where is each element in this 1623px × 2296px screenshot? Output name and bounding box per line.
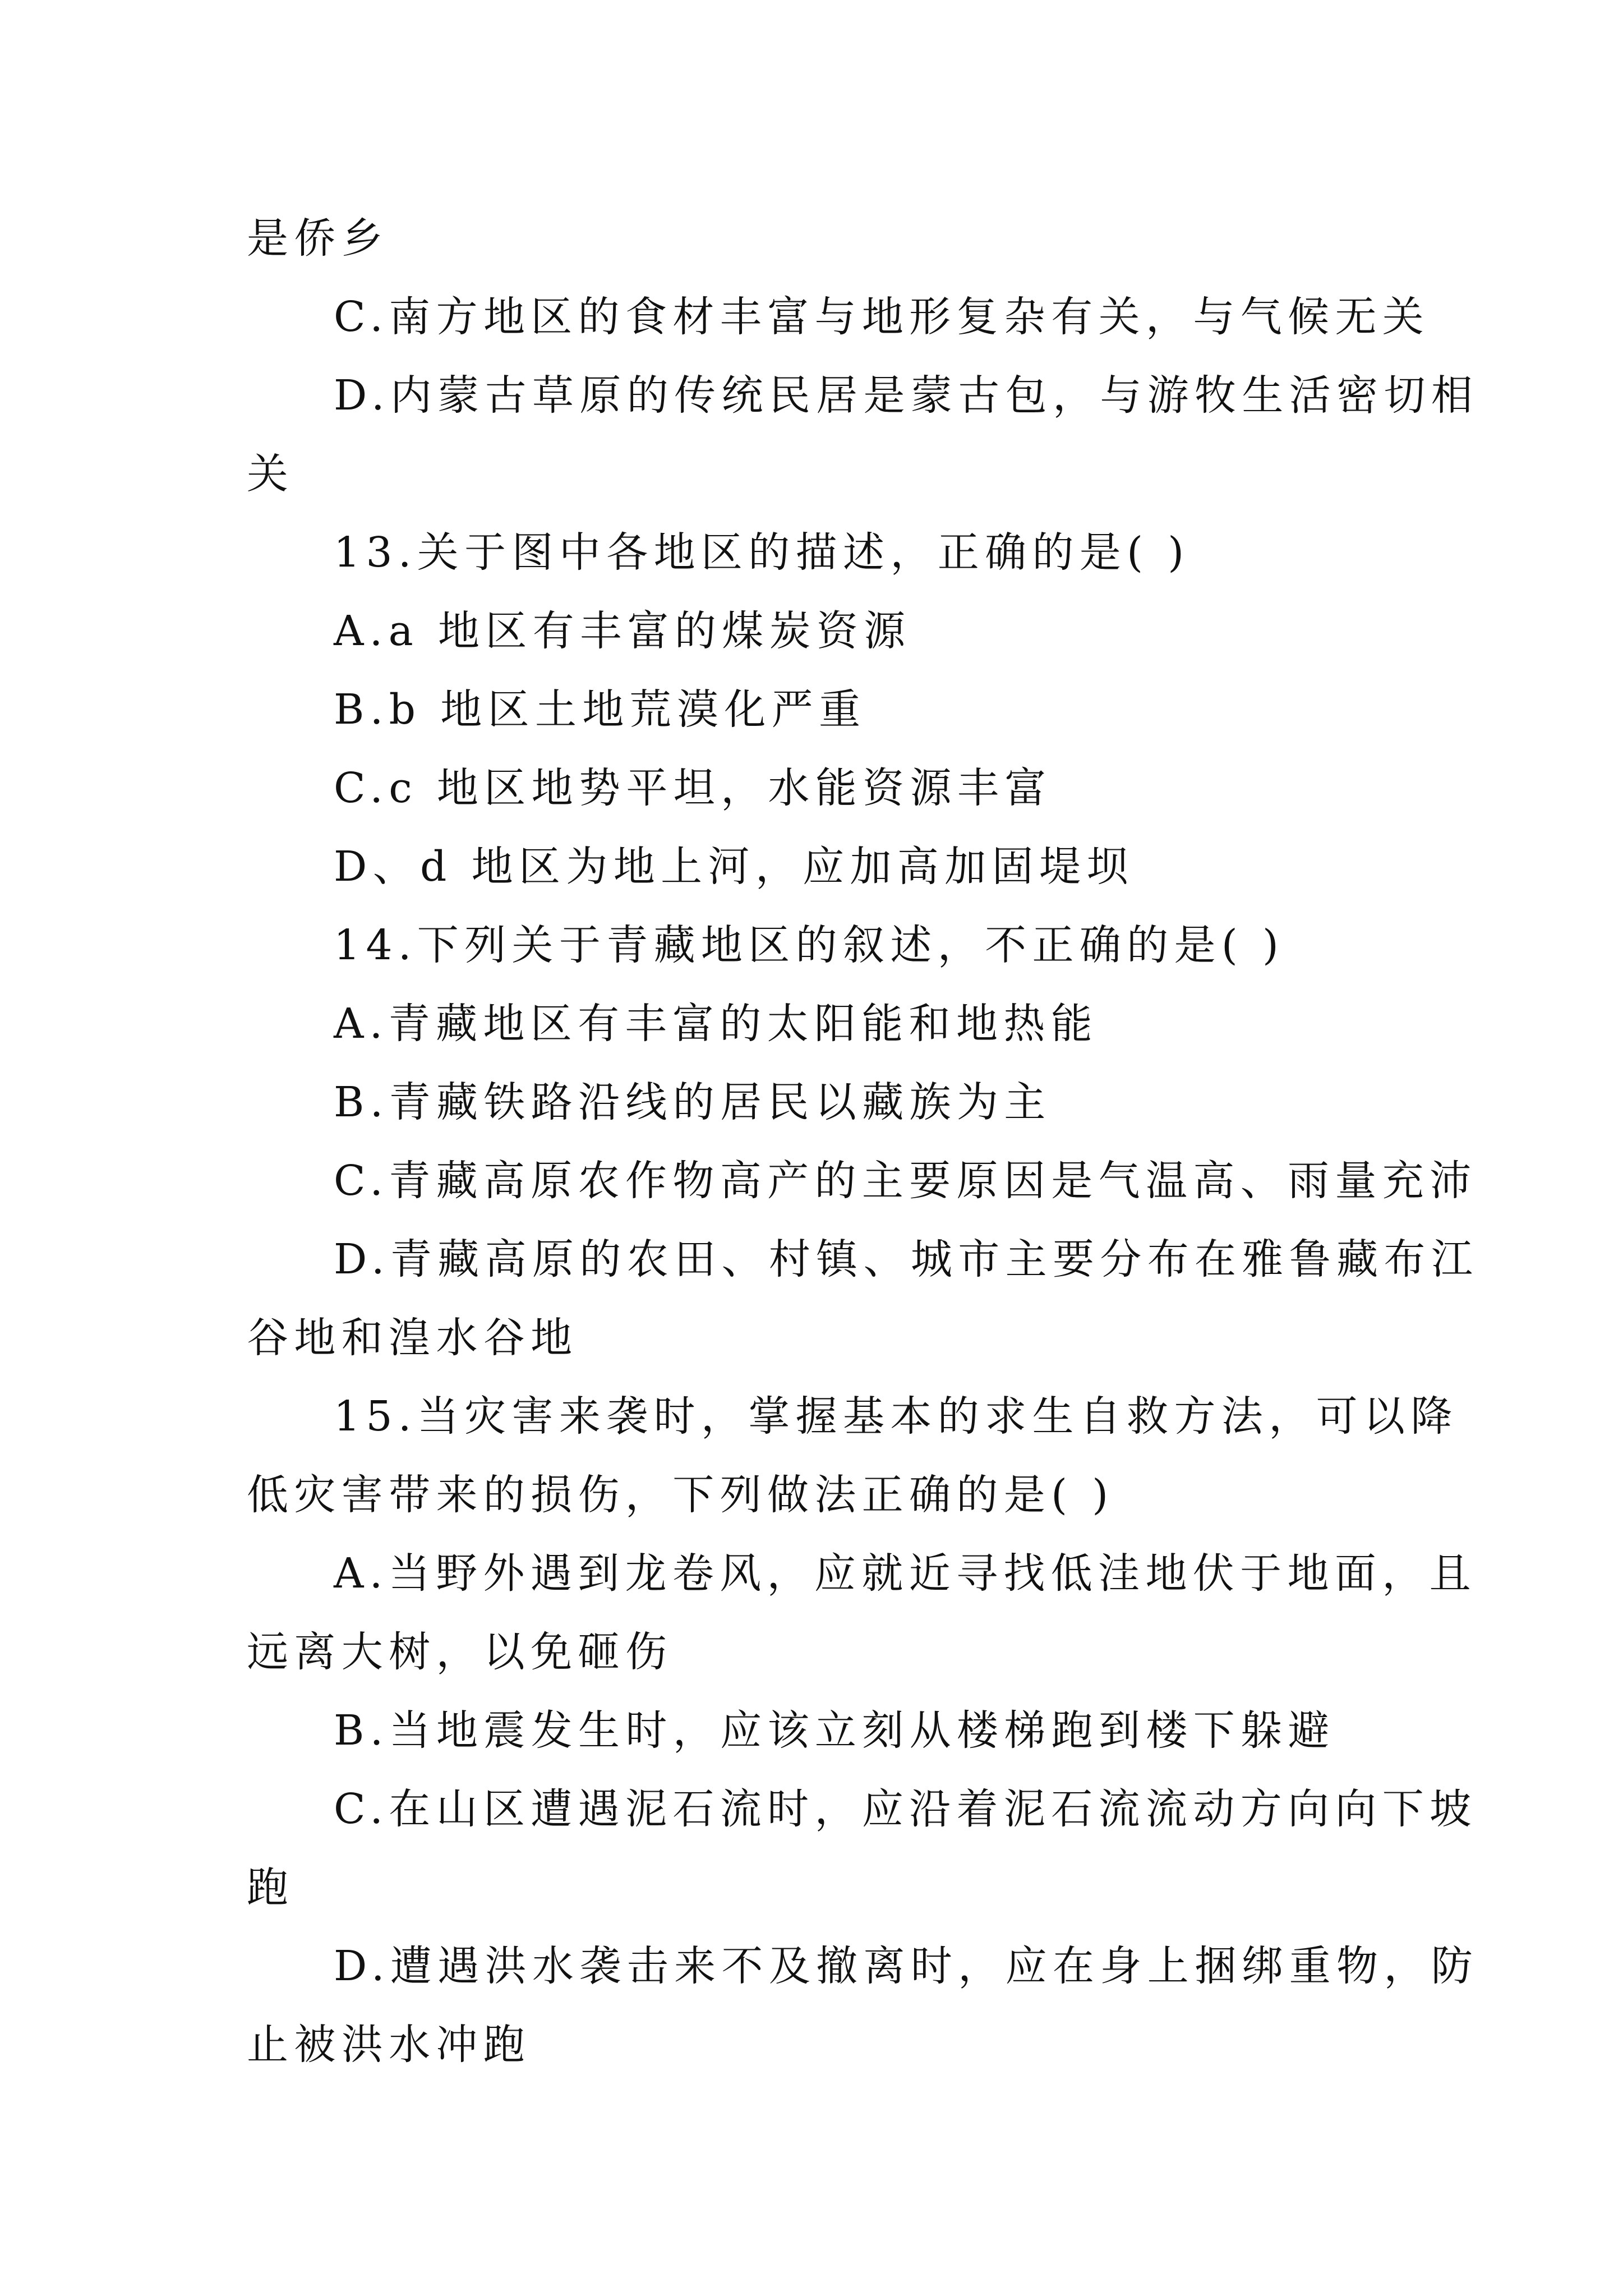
option-a: A.a 地区有丰富的煤炭资源	[334, 607, 911, 655]
question-14: 14.下列关于青藏地区的叙述，不正确的是( )	[334, 921, 1285, 969]
option-b: B.青藏铁路沿线的居民以藏族为主	[334, 1078, 1052, 1126]
option-d: D.青藏高原的农田、村镇、城市主要分布在雅鲁藏布江	[334, 1235, 1479, 1283]
text-line: 关	[247, 450, 294, 498]
question-13: 13.关于图中各地区的描述，正确的是( )	[334, 528, 1190, 577]
text-line: C.南方地区的食材丰富与地形复杂有关，与气候无关	[334, 293, 1430, 341]
option-c: C.在山区遭遇泥石流时，应沿着泥石流流动方向向下坡	[334, 1785, 1477, 1833]
question-15: 15.当灾害来袭时，掌握基本的求生自救方法，可以降	[334, 1392, 1458, 1441]
text-line: 低灾害带来的损伤，下列做法正确的是( )	[247, 1471, 1114, 1519]
text-line: 止被洪水冲跑	[247, 2021, 531, 2069]
text-line: 跑	[247, 1864, 294, 1912]
option-b: B.当地震发生时，应该立刻从楼梯跑到楼下躲避	[334, 1706, 1335, 1755]
option-a: A.青藏地区有丰富的太阳能和地热能	[334, 1000, 1099, 1048]
option-d: D.遭遇洪水袭击来不及撤离时，应在身上捆绑重物，防	[334, 1942, 1479, 1990]
text-line: 远离大树，以免砸伤	[247, 1628, 673, 1676]
option-d: D、d 地区为地上河，应加高加固堤坝	[334, 843, 1134, 891]
option-c: C.c 地区地势平坦，水能资源丰富	[334, 764, 1052, 812]
text-line: 谷地和湟水谷地	[247, 1314, 578, 1362]
text-line: 是侨乡	[247, 214, 389, 263]
text-line: D.内蒙古草原的传统民居是蒙古包，与游牧生活密切相	[334, 371, 1479, 420]
option-b: B.b 地区土地荒漠化严重	[334, 685, 866, 734]
option-c: C.青藏高原农作物高产的主要原因是气温高、雨量充沛	[334, 1157, 1477, 1205]
option-a: A.当野外遇到龙卷风，应就近寻找低洼地伏于地面，且	[334, 1549, 1477, 1598]
